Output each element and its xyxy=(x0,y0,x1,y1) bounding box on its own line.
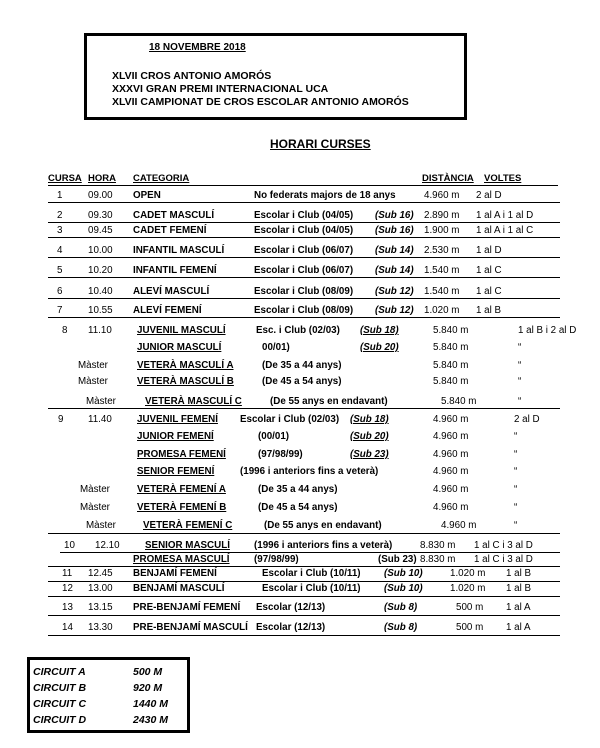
race-distance: 8.830 m xyxy=(420,554,456,565)
circuit-name: CIRCUIT C xyxy=(33,698,87,710)
race-distance: 2.530 m xyxy=(424,245,460,256)
race-distance: 5.840 m xyxy=(433,342,469,353)
race-category: PRE-BENJAMÍ MASCULÍ xyxy=(133,622,248,633)
circuit-box xyxy=(27,657,190,733)
race-category: SENIOR FEMENÍ xyxy=(137,466,215,477)
race-description: Escolar i Club (04/05) xyxy=(254,225,354,236)
race-category: OPEN xyxy=(133,190,161,201)
race-laps: “ xyxy=(518,396,522,407)
race-laps: 1 al A i 1 al C xyxy=(476,225,534,236)
race-subcategory: (Sub 10) xyxy=(384,568,423,579)
race-subcategory: (Sub 20) xyxy=(350,431,389,442)
race-distance: 500 m xyxy=(456,622,484,633)
col-categoria: CATEGORIA xyxy=(133,173,190,184)
race-number: 6 xyxy=(57,286,63,297)
race-laps: “ xyxy=(518,376,522,387)
race-distance: 1.020 m xyxy=(450,568,486,579)
race-distance: 1.020 m xyxy=(424,305,460,316)
row-rule xyxy=(48,566,560,567)
race-laps: 1 al C i 3 al D xyxy=(474,554,533,565)
race-distance: 2.890 m xyxy=(424,210,460,221)
row-rule xyxy=(48,257,560,258)
race-category: PROMESA FEMENÍ xyxy=(137,449,226,460)
race-description: Escolar i Club (02/03) xyxy=(240,414,340,425)
race-laps: “ xyxy=(518,360,522,371)
race-category: VETERÀ FEMENÍ B xyxy=(137,502,227,513)
race-time: 12.45 xyxy=(88,568,113,579)
race-category: VETERÀ FEMENÍ A xyxy=(137,484,226,495)
race-description: (97/98/99) xyxy=(254,554,299,565)
race-time: 10.00 xyxy=(88,245,113,256)
race-time: 13.00 xyxy=(88,583,113,594)
race-laps: 1 al A xyxy=(506,622,531,633)
race-subcategory: (Sub 8) xyxy=(384,622,418,633)
race-distance: 4.960 m xyxy=(433,414,469,425)
race-subcategory: (Sub 18) xyxy=(350,414,389,425)
race-description: (97/98/99) xyxy=(258,449,303,460)
race-category: ALEVÍ MASCULÍ xyxy=(133,286,210,297)
race-distance: 4.960 m xyxy=(433,502,469,513)
race-time: 12.10 xyxy=(95,540,120,551)
race-time: 11.10 xyxy=(88,325,112,336)
race-description: Escolar i Club (04/05) xyxy=(254,210,354,221)
race-distance: 4.960 m xyxy=(433,466,469,477)
circuit-length: 920 M xyxy=(133,682,163,694)
race-number: 2 xyxy=(57,210,63,221)
race-laps: 1 al B i 2 al D xyxy=(518,325,577,336)
race-distance: 4.960 m xyxy=(433,449,469,460)
race-laps: 1 al B xyxy=(506,583,532,594)
race-distance: 5.840 m xyxy=(433,376,469,387)
race-prefix: Màster xyxy=(80,502,110,513)
race-category: INFANTIL MASCULÍ xyxy=(133,245,225,256)
race-category: JUVENIL FEMENÍ xyxy=(137,414,218,425)
race-time: 09.30 xyxy=(88,210,113,221)
race-prefix: Màster xyxy=(86,520,116,531)
race-distance: 4.960 m xyxy=(433,431,469,442)
race-laps: “ xyxy=(514,449,518,460)
race-category: JUNIOR MASCULÍ xyxy=(137,342,222,353)
race-distance: 1.540 m xyxy=(424,286,460,297)
row-rule xyxy=(48,202,560,203)
race-description: Escolar i Club (10/11) xyxy=(262,568,361,579)
race-subcategory: (Sub 23) xyxy=(378,554,417,565)
circuit-name: CIRCUIT D xyxy=(33,714,87,726)
race-description: (De 45 a 54 anys) xyxy=(258,502,338,513)
race-category: INFANTIL FEMENÍ xyxy=(133,265,217,276)
race-description: Esc. i Club (02/03) xyxy=(256,325,340,336)
race-laps: 1 al C xyxy=(476,265,502,276)
race-prefix: Màster xyxy=(80,484,110,495)
race-subcategory: (Sub 12) xyxy=(375,305,414,316)
race-description: Escolar i Club (06/07) xyxy=(254,245,354,256)
race-subcategory: (Sub 14) xyxy=(375,265,414,276)
race-laps: “ xyxy=(514,520,518,531)
race-distance: 500 m xyxy=(456,602,484,613)
race-category: CADET MASCULÍ xyxy=(133,210,215,221)
race-category: BENJAMÍ FEMENÍ xyxy=(133,568,217,579)
header-rule xyxy=(48,185,558,186)
race-time: 09.00 xyxy=(88,190,113,201)
race-distance: 5.840 m xyxy=(441,396,477,407)
event-date: 18 NOVEMBRE 2018 xyxy=(149,42,246,53)
row-rule xyxy=(48,615,560,616)
row-rule xyxy=(48,635,560,636)
race-distance: 4.960 m xyxy=(441,520,477,531)
race-number: 3 xyxy=(57,225,63,236)
race-category: VETERÀ MASCULÍ A xyxy=(137,360,234,371)
race-time: 13.15 xyxy=(88,602,113,613)
race-laps: 1 al D xyxy=(476,245,502,256)
race-subcategory: (Sub 14) xyxy=(375,245,414,256)
col-cursa: CURSA xyxy=(48,173,82,184)
race-category: PRE-BENJAMÍ FEMENÍ xyxy=(133,602,241,613)
race-category: VETERÀ MASCULÍ C xyxy=(145,396,242,407)
row-rule xyxy=(48,298,560,299)
race-distance: 5.840 m xyxy=(433,360,469,371)
race-time: 09.45 xyxy=(88,225,113,236)
race-time: 10.40 xyxy=(88,286,113,297)
race-distance: 5.840 m xyxy=(433,325,469,336)
race-category: ALEVÍ FEMENÍ xyxy=(133,305,202,316)
event-line-2: XXXVI GRAN PREMI INTERNACIONAL UCA xyxy=(112,83,329,95)
event-line-3: XLVII CAMPIONAT DE CROS ESCOLAR ANTONIO AMORÓS xyxy=(112,96,409,108)
circuit-name: CIRCUIT A xyxy=(33,666,86,678)
race-number: 12 xyxy=(62,583,73,594)
race-distance: 1.020 m xyxy=(450,583,486,594)
race-subcategory: (Sub 10) xyxy=(384,583,423,594)
race-description: (De 35 a 44 anys) xyxy=(262,360,342,371)
race-number: 7 xyxy=(57,305,63,316)
race-category: JUVENIL MASCULÍ xyxy=(137,325,226,336)
race-description: (00/01) xyxy=(258,431,290,442)
race-number: 4 xyxy=(57,245,63,256)
race-category: VETERÀ FEMENÍ C xyxy=(143,520,233,531)
race-subcategory: (Sub 18) xyxy=(360,325,399,336)
race-laps: 1 al B xyxy=(476,305,502,316)
row-rule xyxy=(48,408,560,409)
row-rule xyxy=(60,552,560,553)
race-laps: “ xyxy=(514,484,518,495)
header-box xyxy=(84,33,467,120)
race-description: (De 45 a 54 anys) xyxy=(262,376,342,387)
race-category: BENJAMÍ MASCULÍ xyxy=(133,583,225,594)
race-number: 13 xyxy=(62,602,73,613)
race-laps: “ xyxy=(518,342,522,353)
row-rule xyxy=(48,596,560,597)
race-description: (De 55 anys en endavant) xyxy=(264,520,382,531)
race-number: 5 xyxy=(57,265,63,276)
race-distance: 1.900 m xyxy=(424,225,460,236)
race-category: CADET FEMENÍ xyxy=(133,225,207,236)
race-number: 1 xyxy=(57,190,63,201)
race-laps: “ xyxy=(514,466,518,477)
race-prefix: Màster xyxy=(78,376,108,387)
race-category: JUNIOR FEMENÍ xyxy=(137,431,214,442)
race-distance: 1.540 m xyxy=(424,265,460,276)
race-description: (De 35 a 44 anys) xyxy=(258,484,338,495)
race-category: VETERÀ MASCULÍ B xyxy=(137,376,234,387)
race-category: SENIOR MASCULÍ xyxy=(145,540,230,551)
race-laps: 2 al D xyxy=(514,414,540,425)
race-description: Escolar i Club (08/09) xyxy=(254,305,354,316)
race-subcategory: (Sub 8) xyxy=(384,602,418,613)
race-time: 10.20 xyxy=(88,265,113,276)
circuit-length: 1440 M xyxy=(133,698,169,710)
row-rule xyxy=(48,581,560,582)
race-laps: “ xyxy=(514,431,518,442)
race-description: No federats majors de 18 anys xyxy=(254,190,396,201)
race-number: 14 xyxy=(62,622,73,633)
race-description: Escolar i Club (08/09) xyxy=(254,286,354,297)
race-subcategory: (Sub 16) xyxy=(375,210,414,221)
race-distance: 4.960 m xyxy=(433,484,469,495)
race-description: 00/01) xyxy=(262,342,290,353)
race-subcategory: (Sub 12) xyxy=(375,286,414,297)
race-description: Escolar (12/13) xyxy=(256,602,326,613)
col-hora: HORA xyxy=(88,173,116,184)
race-number: 11 xyxy=(62,568,73,579)
race-number: 8 xyxy=(62,325,68,336)
race-number: 9 xyxy=(58,414,64,425)
race-laps: 1 al B xyxy=(506,568,532,579)
race-subcategory: (Sub 16) xyxy=(375,225,414,236)
race-description: (De 55 anys en endavant) xyxy=(270,396,388,407)
race-category: PROMESA MASCULÍ xyxy=(133,554,230,565)
race-laps: 2 al D xyxy=(476,190,502,201)
race-time: 11.40 xyxy=(88,414,112,425)
race-prefix: Màster xyxy=(78,360,108,371)
page-title: HORARI CURSES xyxy=(270,137,371,151)
circuit-length: 500 M xyxy=(133,666,163,678)
race-subcategory: (Sub 20) xyxy=(360,342,399,353)
race-time: 10.55 xyxy=(88,305,113,316)
row-rule xyxy=(48,533,560,534)
circuit-length: 2430 M xyxy=(133,714,169,726)
event-line-1: XLVII CROS ANTONIO AMORÓS xyxy=(112,70,272,82)
race-distance: 8.830 m xyxy=(420,540,456,551)
race-description: (1996 i anteriors fins a veterà) xyxy=(254,540,393,551)
race-laps: 1 al C i 3 al D xyxy=(474,540,533,551)
race-laps: “ xyxy=(514,502,518,513)
race-description: Escolar (12/13) xyxy=(256,622,326,633)
race-laps: 1 al A xyxy=(506,602,531,613)
row-rule xyxy=(48,237,560,238)
row-rule xyxy=(48,222,560,223)
race-laps: 1 al A i 1 al D xyxy=(476,210,534,221)
race-description: Escolar i Club (06/07) xyxy=(254,265,354,276)
col-voltes: VOLTES xyxy=(484,173,522,184)
race-number: 10 xyxy=(64,540,75,551)
race-description: (1996 i anteriors fins a veterà) xyxy=(240,466,379,477)
circuit-name: CIRCUIT B xyxy=(33,682,87,694)
race-description: Escolar i Club (10/11) xyxy=(262,583,361,594)
race-prefix: Màster xyxy=(86,396,116,407)
row-rule xyxy=(48,317,560,318)
race-time: 13.30 xyxy=(88,622,113,633)
row-rule xyxy=(48,277,560,278)
race-subcategory: (Sub 23) xyxy=(350,449,389,460)
race-laps: 1 al C xyxy=(476,286,502,297)
col-distancia: DISTÀNCIA xyxy=(422,173,474,184)
race-distance: 4.960 m xyxy=(424,190,460,201)
